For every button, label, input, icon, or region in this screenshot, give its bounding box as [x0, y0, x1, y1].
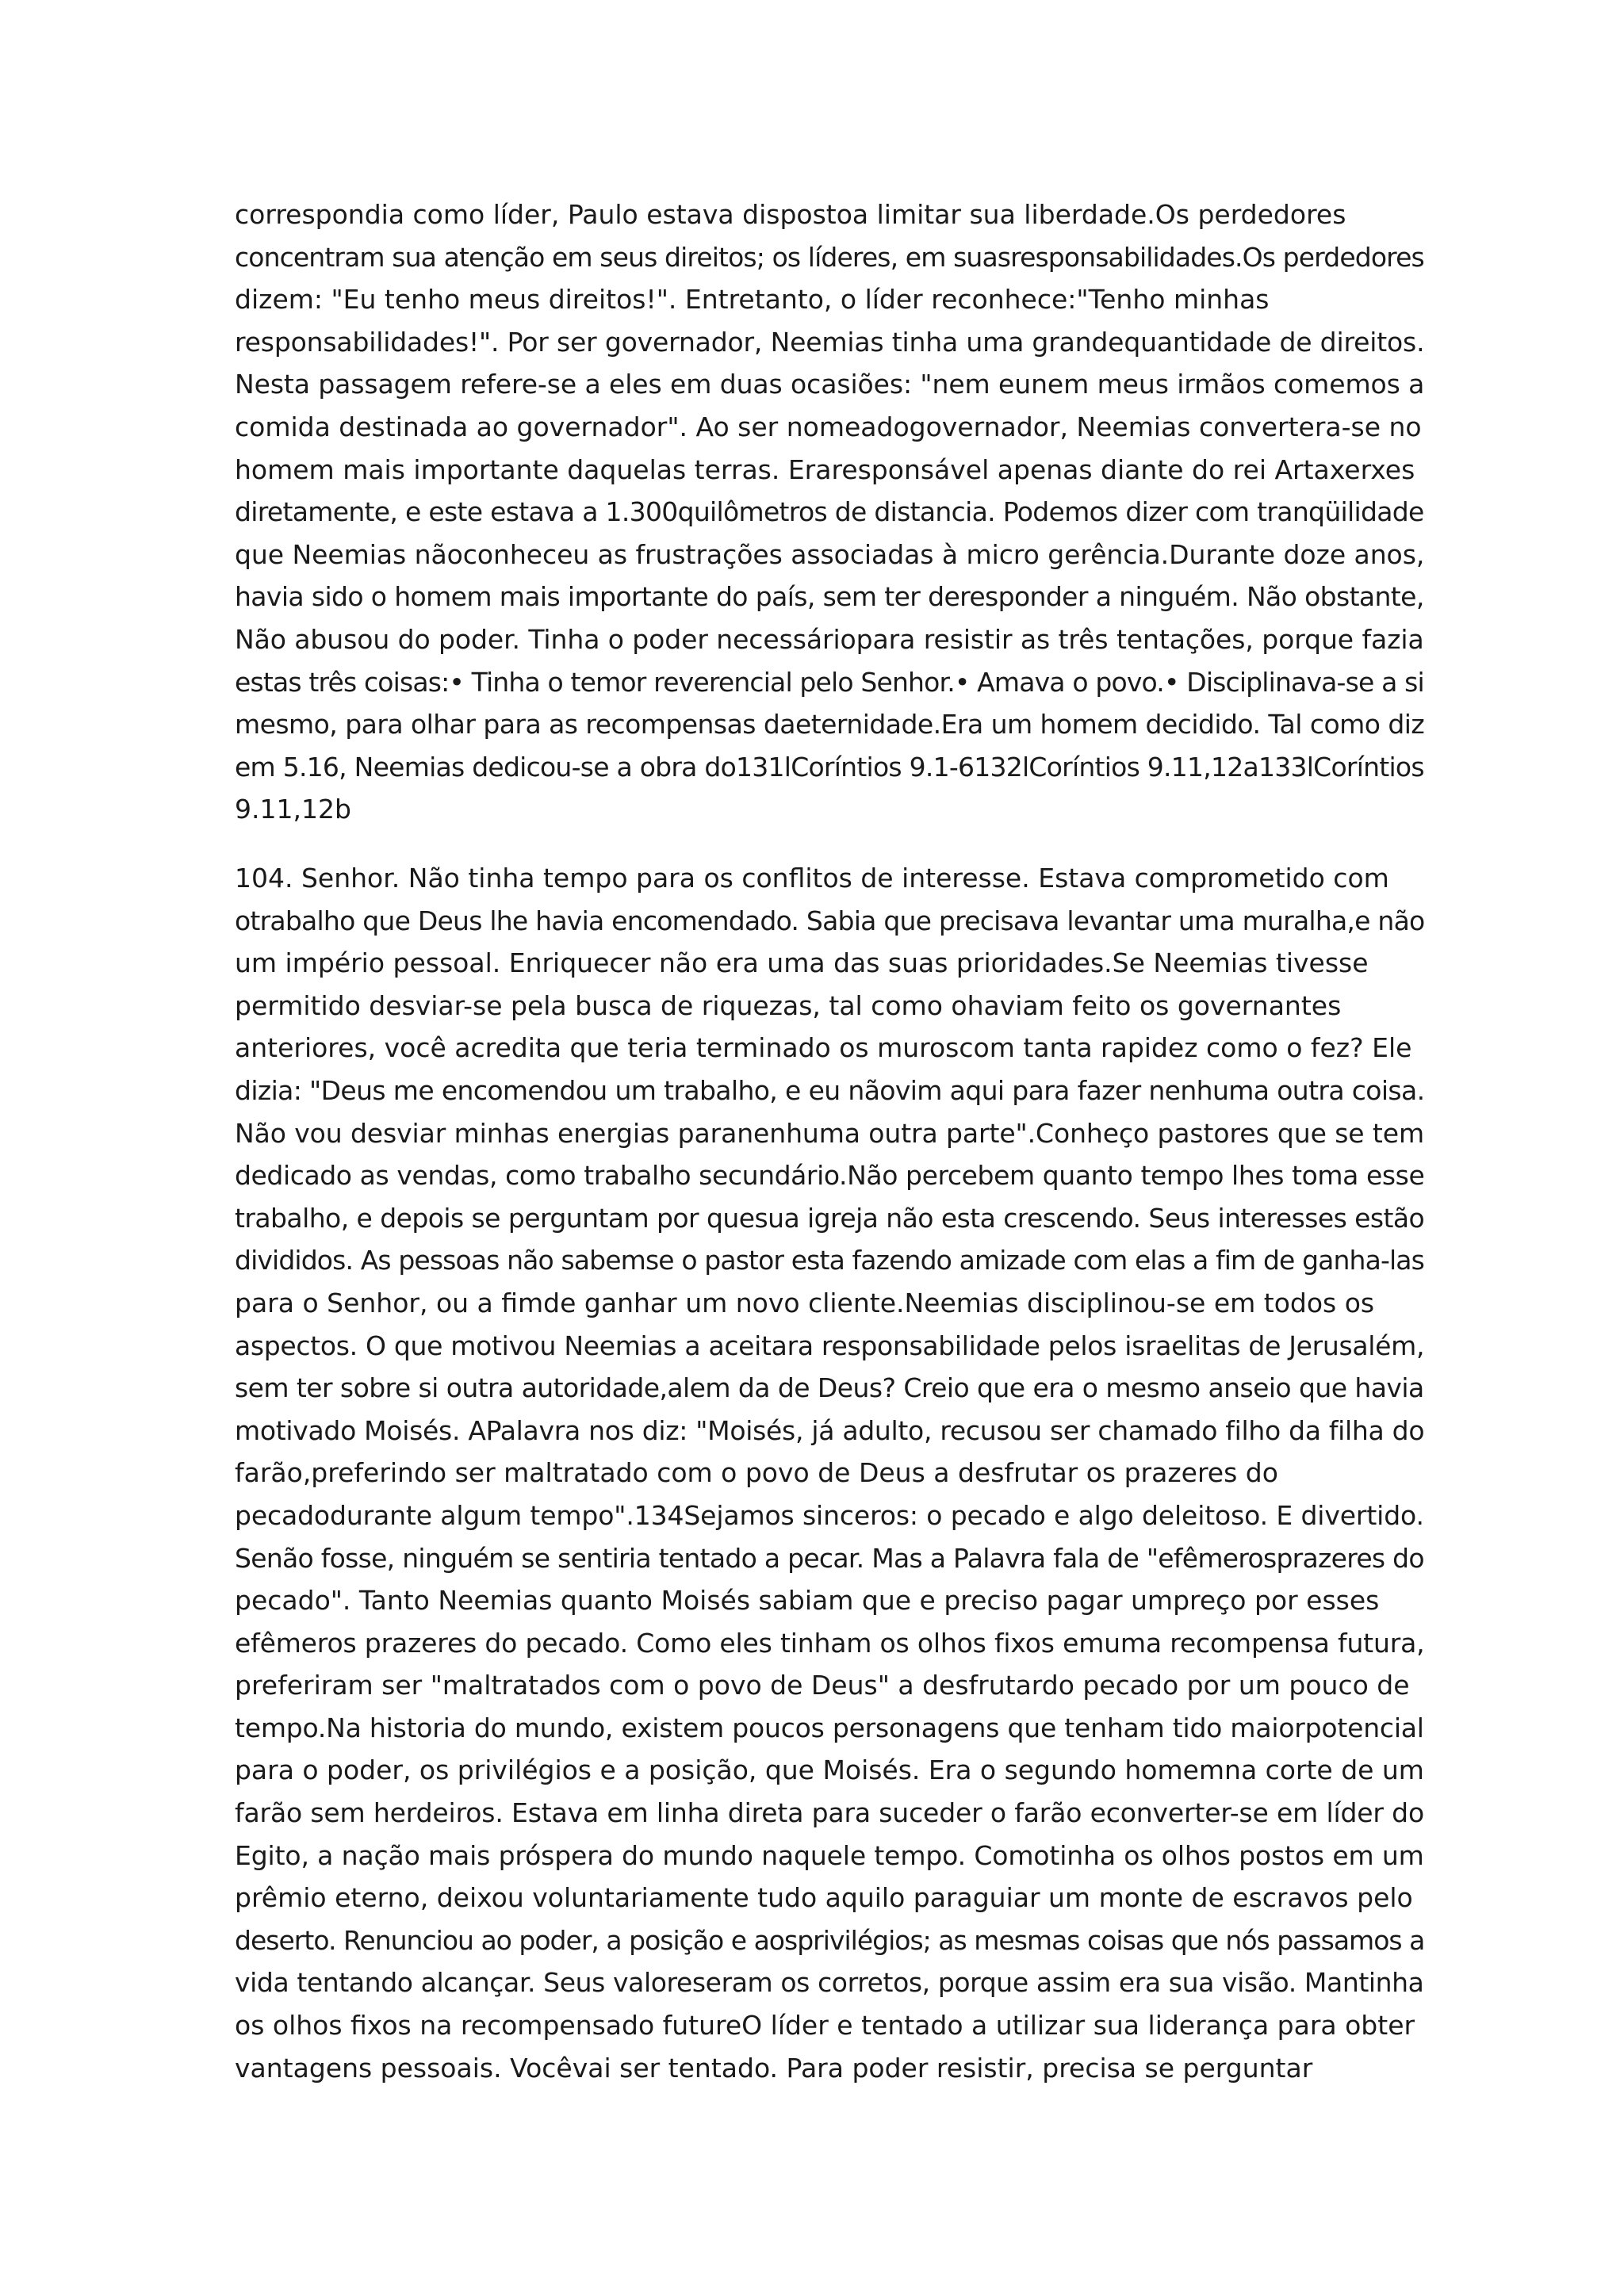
text-line: concentram sua atenção em seus direitos; os líderes, em suasresponsabilidades.Os perdedores [235, 241, 1424, 273]
text-line: vida tentando alcançar. Seus valoreseram os corretos, porque assim era sua visão. Mantinha [235, 1967, 1424, 1999]
text-line: correspondia como líder, Paulo estava dispostoa limitar sua liberdade.Os perdedores [235, 199, 1346, 230]
text-line: deserto. Renunciou ao poder, a posição e aosprivilégios; as mesmas coisas que nós passamos a [235, 1924, 1425, 1956]
text-line: os olhos fixos na recompensado futureO líder e tentado a utilizar sua liderança para obter [235, 2010, 1415, 2042]
text-line: motivado Moisés. APalavra nos diz: "Moisés, já adulto, recusou ser chamado filho da filha do [235, 1414, 1425, 1446]
text-line: diretamente, e este estava a 1.300quilômetros de distancia. Podemos dizer com tranqüilidade [235, 496, 1424, 528]
text-line: trabalho, e depois se perguntam por quesua igreja não esta crescendo. Seus interesses estão [235, 1202, 1425, 1234]
text-line: sem ter sobre si outra autoridade,alem da de Deus? Creio que era o mesmo anseio que havia [235, 1372, 1424, 1404]
text-line: dizem: "Eu tenho meus direitos!". Entretanto, o líder reconhece:"Tenho minhas [235, 284, 1270, 316]
text-line: Não vou desviar minhas energias paranenhuma outra parte".Conheço pastores que se tem [235, 1117, 1424, 1149]
text-line: mesmo, para olhar para as recompensas daeternidade.Era um homem decidido. Tal como diz [235, 709, 1425, 740]
text-line: pecado". Tanto Neemias quanto Moisés sabiam que e preciso pagar umpreço por esses [235, 1585, 1380, 1617]
text-line: para o poder, os privilégios e a posição, que Moisés. Era o segundo homemna corte de um [235, 1755, 1424, 1786]
text-line: otrabalho que Deus lhe havia encomendado. Sabia que precisava levantar uma muralha,e não [235, 905, 1425, 936]
text-line: em 5.16, Neemias dedicou-se a obra do131lCoríntios 9.1-6132lCoríntios 9.11,12a133lCoríntios [235, 751, 1424, 783]
text-line: farão,preferindo ser maltratado com o povo de Deus a desfrutar os prazeres do [235, 1457, 1278, 1489]
text-line: responsabilidades!". Por ser governador, Neemias tinha uma grandequantidade de direitos. [235, 326, 1425, 358]
text-line: comida destinada ao governador". Ao ser nomeadogovernador, Neemias convertera-se no [235, 411, 1422, 442]
text-line: Egito, a nação mais próspera do mundo naquele tempo. Comotinha os olhos postos em um [235, 1839, 1424, 1871]
text-line: permitido desviar-se pela busca de riquezas, tal como ohaviam feito os governantes [235, 989, 1342, 1021]
text-line: Senão fosse, ninguém se sentiria tentado a pecar. Mas a Palavra fala de "efêmerosprazeres do [235, 1542, 1424, 1574]
text-line: dedicado as vendas, como trabalho secundário.Não percebem quanto tempo lhes toma esse [235, 1160, 1425, 1192]
text-line: que Neemias nãoconheceu as frustrações associadas à micro gerência.Durante doze anos, [235, 538, 1425, 570]
text-line: efêmeros prazeres do pecado. Como eles tinham os olhos fixos emuma recompensa futura, [235, 1627, 1425, 1659]
paragraph-1 [235, 193, 1424, 831]
text-line: homem mais importante daquelas terras. Eraresponsável apenas diante do rei Artaxerxes [235, 453, 1415, 485]
text-line: para o Senhor, ou a fimde ganhar um novo cliente.Neemias disciplinou-se em todos os [235, 1287, 1375, 1318]
text-line: anteriores, você acredita que teria terminado os muroscom tanta rapidez como o fez? Ele [235, 1032, 1412, 1064]
text-line: Nesta passagem refere-se a eles em duas ocasiões: "nem eunem meus irmãos comemos a [235, 369, 1425, 400]
paragraph-2 [235, 857, 1424, 2089]
text-line: 9.11,12b [235, 794, 351, 825]
text-line: preferiram ser "maltratados com o povo de Deus" a desfrutardo pecado por um pouco de [235, 1670, 1410, 1701]
text-line: divididos. As pessoas não sabemse o pastor esta fazendo amizade com elas a fim de ganha-las [235, 1245, 1424, 1276]
text-line: vantagens pessoais. Vocêvai ser tentado. Para poder resistir, precisa se perguntar [235, 2052, 1313, 2084]
text-line: estas três coisas:• Tinha o temor reverencial pelo Senhor.• Amava o povo.• Disciplinava-se a si [235, 666, 1424, 698]
text-line: havia sido o homem mais importante do país, sem ter deresponder a ninguém. Não obstante, [235, 581, 1424, 613]
text-line: prêmio eterno, deixou voluntariamente tudo aquilo paraguiar um monte de escravos pelo [235, 1882, 1413, 1914]
text-line: dizia: "Deus me encomendou um trabalho, e eu nãovim aqui para fazer nenhuma outra coisa. [235, 1074, 1425, 1106]
text-line: Não abusou do poder. Tinha o poder necessáriopara resistir as três tentações, porque fazia [235, 623, 1424, 655]
text-line: um império pessoal. Enriquecer não era uma das suas prioridades.Se Neemias tivesse [235, 947, 1369, 979]
text-line: aspectos. O que motivou Neemias a aceitara responsabilidade pelos israelitas de Jerusalém, [235, 1330, 1425, 1361]
text-line: pecadodurante algum tempo".134Sejamos sinceros: o pecado e algo deleitoso. E divertido. [235, 1499, 1424, 1531]
text-line: 104. Senhor. Não tinha tempo para os conflitos de interesse. Estava comprometido com [235, 863, 1389, 894]
text-line: farão sem herdeiros. Estava em linha direta para suceder o farão econverter-se em líder do [235, 1797, 1425, 1829]
text-line: tempo.Na historia do mundo, existem poucos personagens que tenham tido maiorpotencial [235, 1712, 1424, 1743]
